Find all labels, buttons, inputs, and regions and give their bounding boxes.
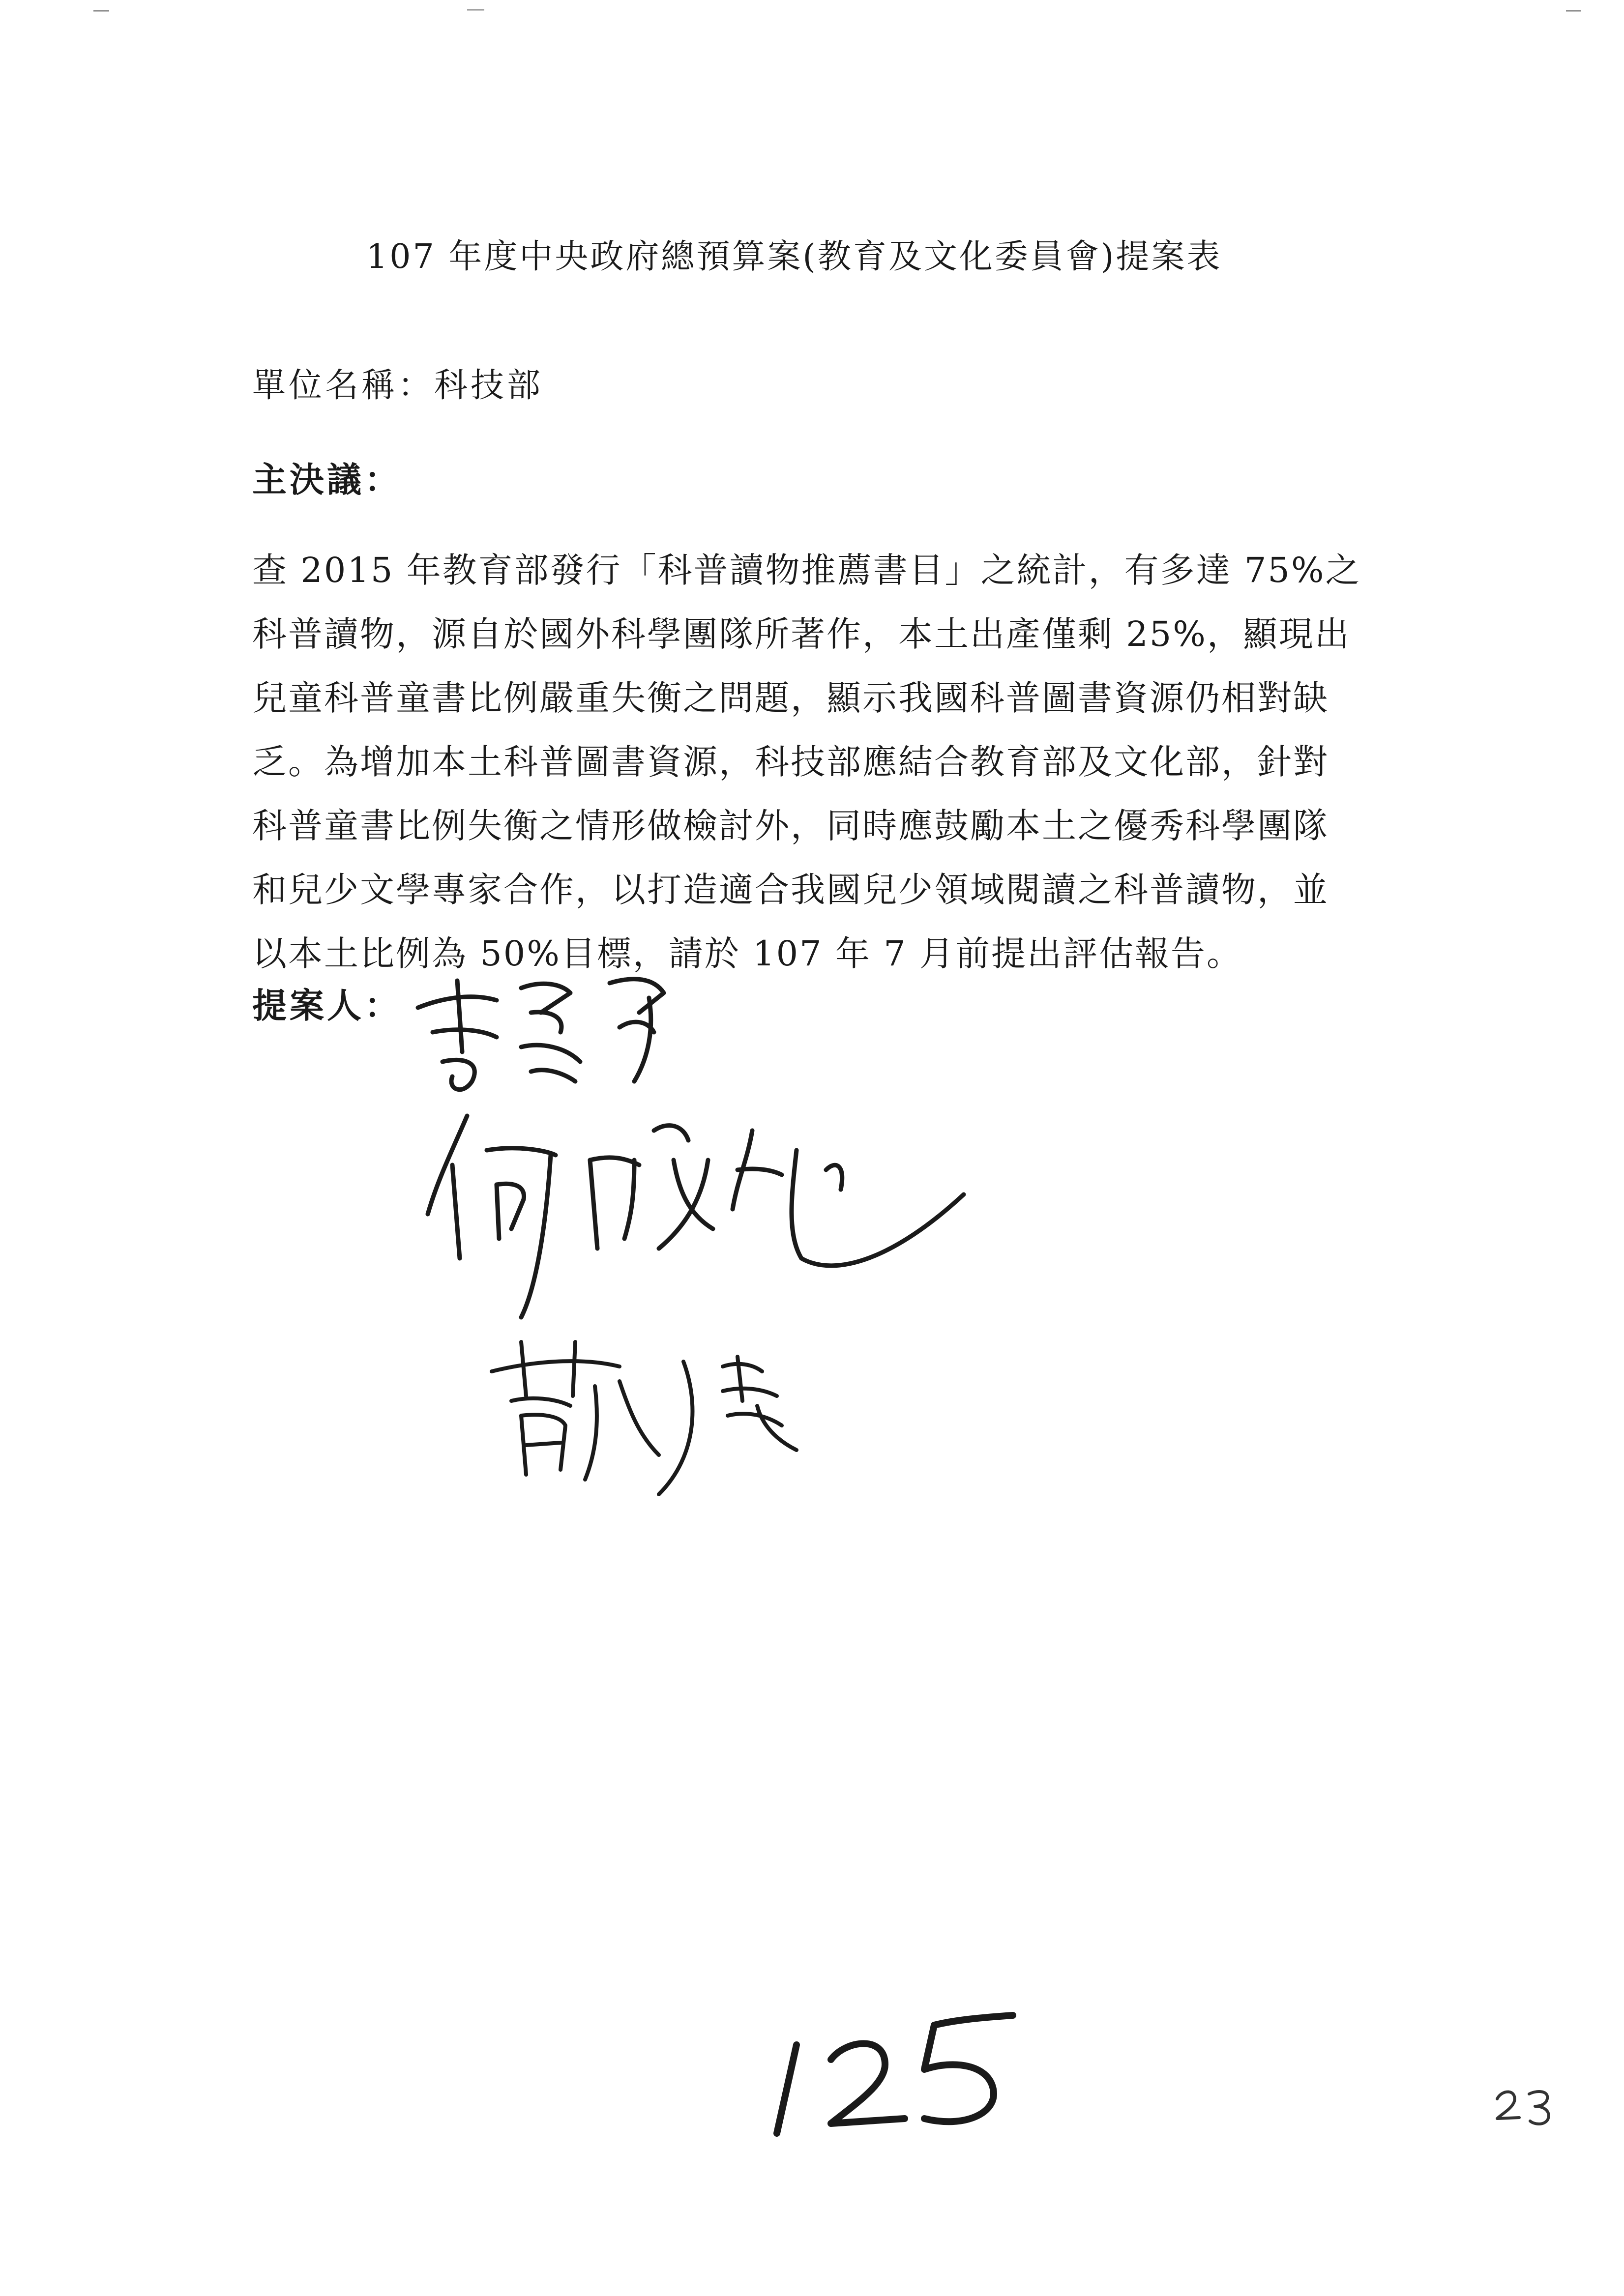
body-line: 以本土比例為 50%目標，請於 107 年 7 月前提出評估報告。 [252, 933, 1242, 974]
handwritten-corner-number [1490, 2079, 1559, 2128]
main-resolution-heading: 主決議： [252, 459, 402, 500]
proposer-label: 提案人： [252, 985, 402, 1026]
body-line: 科普讀物，源自於國外科學團隊所著作，本土出產僅剩 25%，顯現出 [252, 614, 1351, 654]
body-line: 和兒少文學專家合作，以打造適合我國兒少領域閱讀之科普讀物，並 [252, 870, 1329, 910]
body-line: 乏。為增加本土科普圖書資源，科技部應結合教育部及文化部，針對 [252, 742, 1329, 782]
body-line: 科普童書比例失衡之情形做檢討外，同時應鼓勵本土之優秀科學團隊 [252, 806, 1329, 846]
body-line: 兒童科普童書比例嚴重失衡之問題，顯示我國科普圖書資源仍相對缺 [252, 678, 1329, 718]
handwritten-page-number [757, 2005, 1033, 2143]
body-line: 查 2015 年教育部發行「科普讀物推薦書目」之統計，有多達 75%之 [252, 550, 1361, 590]
unit-name-line: 單位名稱：科技部 [252, 366, 544, 405]
document-title: 107 年度中央政府總預算案(教育及文化委員會)提案表 [366, 237, 1222, 276]
